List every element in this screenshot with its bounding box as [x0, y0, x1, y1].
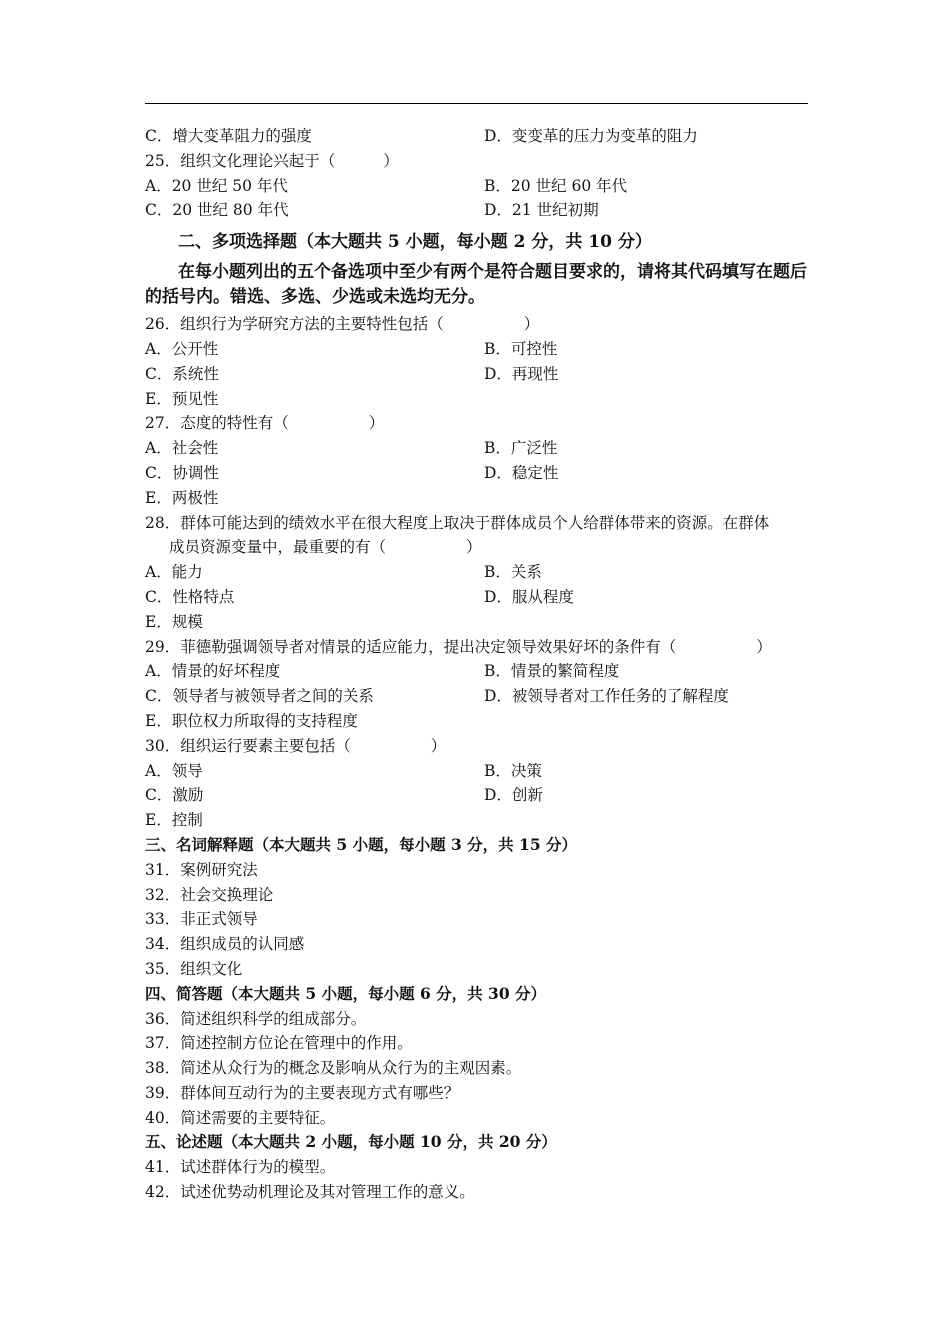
option-a: A．20 世纪 50 年代: [145, 176, 288, 195]
option-d: D．创新: [484, 786, 543, 805]
option-d: D．21 世纪初期: [484, 201, 599, 220]
list-item: 36．简述组织科学的组成部分。: [145, 1009, 367, 1028]
q26-options-ab: [145, 337, 808, 362]
option-c: C．激励: [145, 786, 204, 805]
option-b: B．可控性: [484, 339, 558, 358]
option-c: C．性格特点: [145, 587, 235, 606]
option-b: B．广泛性: [484, 439, 558, 458]
q27-options-ab: [145, 436, 808, 461]
section2-instruction: 在每小题列出的五个备选项中至少有两个是符合题目要求的，请将其代码填写在题后的括号内。错选、多选、少选或未选均无分。: [145, 262, 807, 308]
list-item: 40．简述需要的主要特征。: [145, 1108, 336, 1127]
section3-title: 三、名词解释题（本大题共 5 小题，每小题 3 分，共 15 分）: [145, 834, 578, 854]
option-d: D．稳定性: [484, 463, 559, 482]
q28-options-ab: [145, 560, 808, 585]
question-text: 25．组织文化理论兴起于（: [145, 151, 336, 170]
list-item: 38．简述从众行为的概念及影响从众行为的主观因素。: [145, 1059, 522, 1078]
option-d: D．变变革的压力为变革的阻力: [484, 127, 698, 145]
option-a: A．情景的好坏程度: [145, 662, 281, 681]
list-item: 32．社会交换理论: [145, 885, 274, 904]
option-c: C．增大变革阻力的强度: [145, 127, 312, 145]
option-c: C．20 世纪 80 年代: [145, 201, 289, 220]
option-b: B．情景的繁简程度: [484, 662, 620, 681]
list-item: 35．组织文化: [145, 959, 243, 978]
question-text: 成员资源变量中，最重要的有（: [169, 538, 387, 557]
q25-options-ab: [145, 174, 808, 199]
q26-option-e: E．预见性: [145, 389, 219, 408]
bracket-close: ）: [756, 637, 772, 656]
q30-options-ab: [145, 759, 808, 784]
option-d: D．再现性: [484, 364, 559, 383]
header-rule: [145, 103, 808, 104]
q27-options-cd: [145, 461, 808, 486]
q28-options-cd: [145, 585, 808, 610]
option-b: B．20 世纪 60 年代: [484, 176, 628, 195]
option-a: A．能力: [145, 563, 203, 582]
option-d: D．服从程度: [484, 587, 574, 606]
section4-title: 四、简答题（本大题共 5 小题，每小题 6 分，共 30 分）: [145, 983, 547, 1003]
option-d: D．被领导者对工作任务的了解程度: [484, 687, 729, 706]
list-item: 31．案例研究法: [145, 860, 258, 879]
option-a: A．领导: [145, 761, 203, 780]
q27-option-e: E．两极性: [145, 488, 219, 507]
list-item: 34．组织成员的认同感: [145, 935, 305, 954]
bracket-close: ）: [383, 151, 399, 170]
bracket-close: ）: [430, 736, 447, 755]
question-text: 26．组织行为学研究方法的主要特性包括（: [145, 315, 444, 334]
q26-options-cd: [145, 362, 808, 387]
section5-title: 五、论述题（本大题共 2 小题，每小题 10 分，共 20 分）: [145, 1132, 557, 1152]
list-item: 41．试述群体行为的模型。: [145, 1158, 336, 1177]
list-item: 42．试述优势动机理论及其对管理工作的意义。: [145, 1183, 475, 1202]
option-b: B．决策: [484, 761, 542, 780]
q29-options-cd: [145, 684, 808, 709]
q30-options-cd: [145, 783, 808, 808]
bracket-close: ）: [523, 315, 540, 334]
option-c: C．协调性: [145, 463, 219, 482]
q30-option-e: E．控制: [145, 811, 203, 830]
q25-options-cd: [145, 198, 808, 223]
option-b: B．关系: [484, 563, 542, 582]
q28-option-e: E．规模: [145, 612, 203, 631]
question-text: 30．组织运行要素主要包括（: [145, 736, 351, 755]
option-a: A．社会性: [145, 439, 219, 458]
q27-stem: [145, 411, 808, 436]
list-item: 33．非正式领导: [145, 910, 258, 929]
q25-stem: [145, 149, 808, 174]
q28-stem-line1: 28．群体可能达到的绩效水平在很大程度上取决于群体成员个人给群体带来的资源。在群体: [145, 513, 770, 532]
list-item: 37．简述控制方位论在管理中的作用。: [145, 1034, 413, 1053]
option-c: C．系统性: [145, 364, 219, 383]
question-text: 29．菲德勒强调领导者对情景的适应能力，提出决定领导效果好坏的条件有（: [145, 637, 677, 656]
q29-option-e: E．职位权力所取得的支持程度: [145, 711, 358, 730]
exam-page: [145, 124, 808, 1205]
q24-options-cd: [145, 124, 808, 149]
q28-stem-line2: [145, 535, 808, 560]
option-a: A．公开性: [145, 339, 219, 358]
bracket-close: ）: [466, 538, 482, 557]
section2-title: 二、多项选择题（本大题共 5 小题，每小题 2 分，共 10 分）: [178, 232, 652, 253]
q26-stem: [145, 312, 808, 337]
q30-stem: [145, 734, 808, 759]
bracket-close: ）: [368, 414, 385, 433]
question-text: 27．态度的特性有（: [145, 414, 289, 433]
q29-options-ab: [145, 659, 808, 684]
option-c: C．领导者与被领导者之间的关系: [145, 687, 374, 706]
q29-stem: [145, 635, 808, 660]
list-item: 39．群体间互动行为的主要表现方式有哪些？: [145, 1083, 460, 1102]
